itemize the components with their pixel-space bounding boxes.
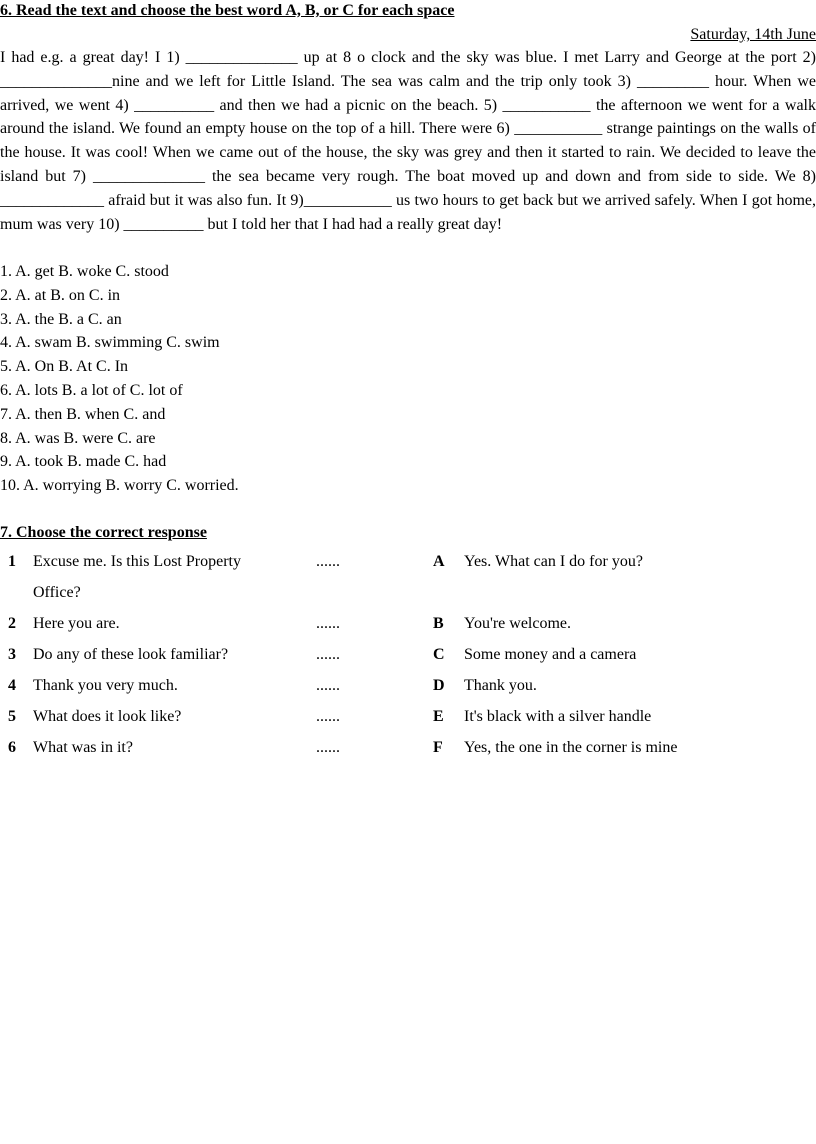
row-blank: ...... [316,553,340,570]
table-row [0,608,816,639]
option-5: 5. A. On B. At C. In [0,358,129,376]
row-number: 5 [8,708,16,725]
row-blank: ...... [316,646,340,663]
option-7: 7. A. then B. when C. and [0,405,166,423]
table-row [0,546,816,608]
option-8: 8. A. was B. were C. are [0,429,156,447]
row-answer: Some money and a camera [464,646,637,663]
row-number: 2 [8,615,16,632]
option-9: 9. A. took B. made C. had [0,453,167,471]
row-answer: Yes, the one in the corner is mine [464,739,678,756]
option-3: 3. A. the B. a C. an [0,310,122,328]
row-letter: E [433,708,444,725]
option-10: 10. A. worrying B. worry C. worried. [0,477,239,495]
response-table [0,546,816,763]
row-answer: It's black with a silver handle [464,708,652,725]
option-6: 6. A. lots B. a lot of C. lot of [0,381,183,399]
row-answer: Yes. What can I do for you? [464,553,643,570]
section7-title: 7. Choose the correct response [0,524,207,541]
table-row [0,639,816,670]
row-number: 6 [8,739,16,756]
row-question: Do any of these look familiar? [33,646,229,663]
row-blank: ...... [316,615,340,632]
row-question: Thank you very much. [33,677,178,694]
table-row [0,732,816,763]
diary-date: Saturday, 14th June [690,26,816,43]
row-answer: You're welcome. [464,615,572,632]
option-2: 2. A. at B. on C. in [0,286,121,304]
row-blank: ...... [316,708,340,725]
section6-title: 6. Read the text and choose the best word A, B, or C for each space [0,2,455,19]
row-blank: ...... [316,677,340,694]
options-list [0,260,239,498]
table-row [0,670,816,701]
option-4: 4. A. swam B. swimming C. swim [0,334,220,352]
table-row [0,701,816,732]
row-letter: D [433,677,445,694]
row-question: Here you are. [33,615,120,632]
row-blank: ...... [316,739,340,756]
row-number: 1 [8,553,16,570]
option-1: 1. A. get B. woke C. stood [0,263,169,280]
row-letter: A [433,553,445,570]
row-letter: F [433,739,443,756]
row-question: What was in it? [33,739,133,756]
row-question: Excuse me. Is this Lost Property Office? [33,553,241,601]
row-letter: C [433,646,445,663]
row-answer: Thank you. [464,677,537,694]
diary-text: I had e.g. a great day! I 1) ______________ up at 8 o clock and the sky was blue. I met Larry and George at the port 2) ______________nine and we left for Little Island. The sea was calm and the trip only took 3) _________ hour. When we arrived, we went 4) __________ and then we had a picnic on the beach. 5) ___________ the afternoon we went for a walk around the island. We found an empty house on the top of a hill. There were 6) ___________ strange paintings on the walls of the house. It was cool! When we came out of the house, the sky was grey and then it started to rain. We decided to leave the island but 7) ______________ the sea became very rough. The boat moved up and down and from side to side. We 8) _____________ afraid but it was also fun. It 9)___________ us two hours to get back but we arrived safely. When I got home, mum was very 10) __________ but I told her that I had had a really great day! [0,49,816,233]
row-number: 4 [8,677,16,694]
row-question: What does it look like? [33,708,182,725]
row-number: 3 [8,646,16,663]
row-letter: B [433,615,444,632]
